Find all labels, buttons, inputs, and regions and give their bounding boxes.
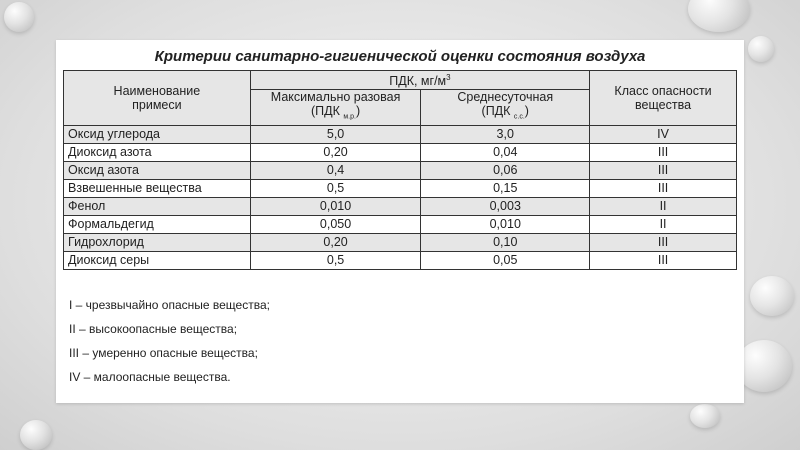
table-row	[64, 179, 737, 197]
water-drop-decoration	[690, 404, 720, 428]
cell-class: III	[590, 251, 737, 269]
cell-avg: 0,05	[421, 251, 590, 269]
cell-class: II	[590, 197, 737, 215]
cell-max: 0,5	[250, 179, 421, 197]
header-pdk	[250, 71, 589, 90]
table-row	[64, 233, 737, 251]
slide-title: Критерии санитарно-гигиенической оценки состояния воздуха	[154, 48, 646, 65]
cell-avg: 0,003	[421, 197, 590, 215]
cell-class: III	[590, 161, 737, 179]
cell-name: Фенол	[64, 197, 251, 215]
abbr-paren: )	[355, 104, 361, 118]
cell-class: III	[590, 179, 737, 197]
legend-item: III – умеренно опасные вещества;	[69, 346, 258, 360]
cell-name: Гидрохлорид	[64, 233, 251, 251]
abbr-sub: с.с.	[513, 113, 525, 121]
header-max-once-label: Максимально разовая	[270, 90, 401, 104]
abbr-paren: )	[524, 104, 529, 118]
abbr-text: (ПДК	[481, 104, 514, 118]
header-pdk-sup: 3	[446, 73, 451, 83]
header-class-text: Класс опасности вещества	[614, 83, 712, 112]
water-drop-decoration	[750, 276, 794, 316]
cell-name: Оксид углерода	[64, 125, 251, 143]
cell-max: 0,4	[250, 161, 421, 179]
water-drop-decoration	[736, 340, 792, 392]
cell-avg: 0,15	[421, 179, 590, 197]
water-drop-decoration	[688, 0, 750, 32]
cell-avg: 0,06	[421, 161, 590, 179]
cell-avg: 0,10	[421, 233, 590, 251]
cell-name: Диоксид серы	[64, 251, 251, 269]
air-quality-table	[63, 70, 737, 270]
cell-class: III	[590, 233, 737, 251]
table-row	[64, 251, 737, 269]
abbr-text: (ПДК	[310, 104, 344, 118]
water-drop-decoration	[20, 420, 52, 450]
cell-max: 0,050	[250, 215, 421, 233]
cell-class: II	[590, 215, 737, 233]
header-class	[590, 71, 737, 126]
table-row	[64, 197, 737, 215]
cell-name: Оксид азота	[64, 161, 251, 179]
table-row	[64, 215, 737, 233]
cell-name: Взвешенные вещества	[64, 179, 251, 197]
slide-card	[56, 40, 744, 403]
cell-max: 0,20	[250, 233, 421, 251]
cell-avg: 0,010	[421, 215, 590, 233]
cell-name: Формальдегид	[64, 215, 251, 233]
abbr-sub: м.р.	[343, 113, 356, 121]
header-avg-daily-label: Среднесуточная	[457, 90, 554, 104]
table-row	[64, 161, 737, 179]
header-avg-daily-abbr	[425, 104, 585, 125]
table-row	[64, 125, 737, 143]
header-max-once-abbr	[255, 104, 417, 125]
legend-item: II – высокоопасные вещества;	[69, 322, 238, 336]
hazard-class-legend	[69, 298, 270, 394]
cell-max: 0,20	[250, 143, 421, 161]
cell-avg: 0,04	[421, 143, 590, 161]
header-max-once	[250, 90, 421, 126]
cell-max: 5,0	[250, 125, 421, 143]
cell-name: Диоксид азота	[64, 143, 251, 161]
table-row	[64, 143, 737, 161]
cell-max: 0,010	[250, 197, 421, 215]
legend-item: IV – малоопасные вещества.	[69, 370, 231, 384]
header-pdk-text: ПДК, мг/м	[389, 74, 447, 89]
cell-class: IV	[590, 125, 737, 143]
cell-avg: 3,0	[421, 125, 590, 143]
header-name	[64, 71, 251, 126]
cell-max: 0,5	[250, 251, 421, 269]
water-drop-decoration	[4, 2, 34, 32]
cell-class: III	[590, 143, 737, 161]
water-drop-decoration	[748, 36, 774, 62]
legend-item: I – чрезвычайно опасные вещества;	[69, 298, 270, 312]
header-name-text: Наименование примеси	[113, 83, 201, 112]
header-avg-daily	[421, 90, 590, 126]
